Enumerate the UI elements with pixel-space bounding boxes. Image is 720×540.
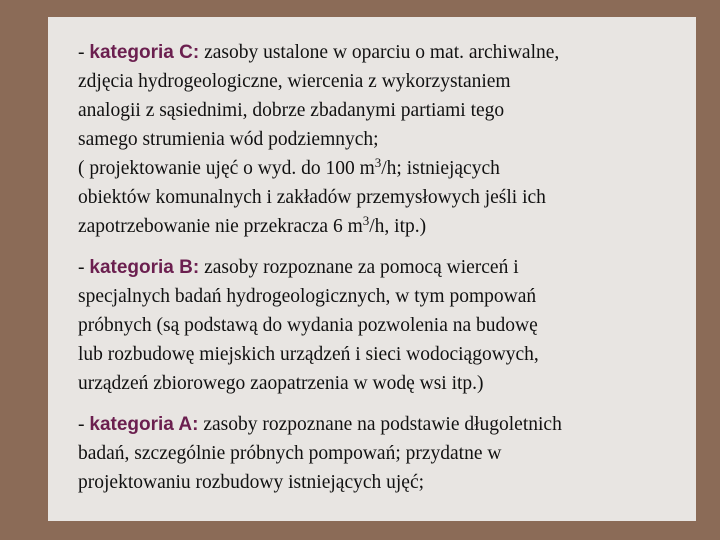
category-a-label: kategoria A: xyxy=(89,414,199,435)
category-b-text-line-1: zasoby rozpoznane za pomocą wierceń i xyxy=(204,257,519,278)
category-b-text-line-3: próbnych (są podstawą do wydania pozwolenia na budowę xyxy=(78,315,538,336)
category-c-text-line-5 xyxy=(78,154,693,183)
category-c-text-line-6: obiektów komunalnych i zakładów przemysłowych jeśli ich xyxy=(78,187,546,208)
category-b-text-line-5: urządzeń zbiorowego zaopatrzenia w wodę wsi itp.) xyxy=(78,373,484,394)
category-a-item xyxy=(78,410,693,497)
superscript-3: 3 xyxy=(374,155,382,170)
category-b-first-line xyxy=(78,253,693,282)
category-c-text-line-7 xyxy=(78,212,693,241)
category-c-text-line-2: zdjęcia hydrogeologiczne, wiercenia z wykorzystaniem xyxy=(78,71,511,92)
category-c-text-line-4: samego strumienia wód podziemnych; xyxy=(78,129,379,150)
bullet-dash: - xyxy=(78,414,85,435)
category-c-text-line-3: analogii z sąsiednimi, dobrze zbadanymi partiami tego xyxy=(78,100,505,121)
category-c-item xyxy=(78,38,693,241)
category-c-label: kategoria C: xyxy=(89,42,200,63)
bullet-dash: - xyxy=(78,257,85,278)
slide-content-panel xyxy=(48,17,696,521)
category-c-line-5-before: ( projektowanie ujęć o wyd. do 100 m xyxy=(78,158,375,179)
category-a-text-line-2: badań, szczególnie próbnych pompowań; przydatne w xyxy=(78,443,502,464)
category-c-text-line-1: zasoby ustalone w oparciu o mat. archiwalne, xyxy=(204,42,560,63)
bullet-dash: - xyxy=(78,42,85,63)
category-b-label: kategoria B: xyxy=(89,257,200,278)
category-c-line-7-after: /h, itp.) xyxy=(369,216,427,237)
category-a-text-line-3: projektowaniu rozbudowy istniejących ujęć; xyxy=(78,472,425,493)
category-b-text-line-2: specjalnych badań hydrogeologicznych, w tym pompowań xyxy=(78,286,537,307)
category-b-text-line-4: lub rozbudowę miejskich urządzeń i sieci wodociągowych, xyxy=(78,344,539,365)
category-a-first-line xyxy=(78,410,693,439)
category-a-text-line-1: zasoby rozpoznane na podstawie długoletnich xyxy=(203,414,562,435)
category-b-item xyxy=(78,253,693,398)
category-c-line-5-after: /h; istniejących xyxy=(381,158,500,179)
category-c-first-line xyxy=(78,38,693,67)
superscript-3: 3 xyxy=(362,213,370,228)
category-c-line-7-before: zapotrzebowanie nie przekracza 6 m xyxy=(78,216,363,237)
